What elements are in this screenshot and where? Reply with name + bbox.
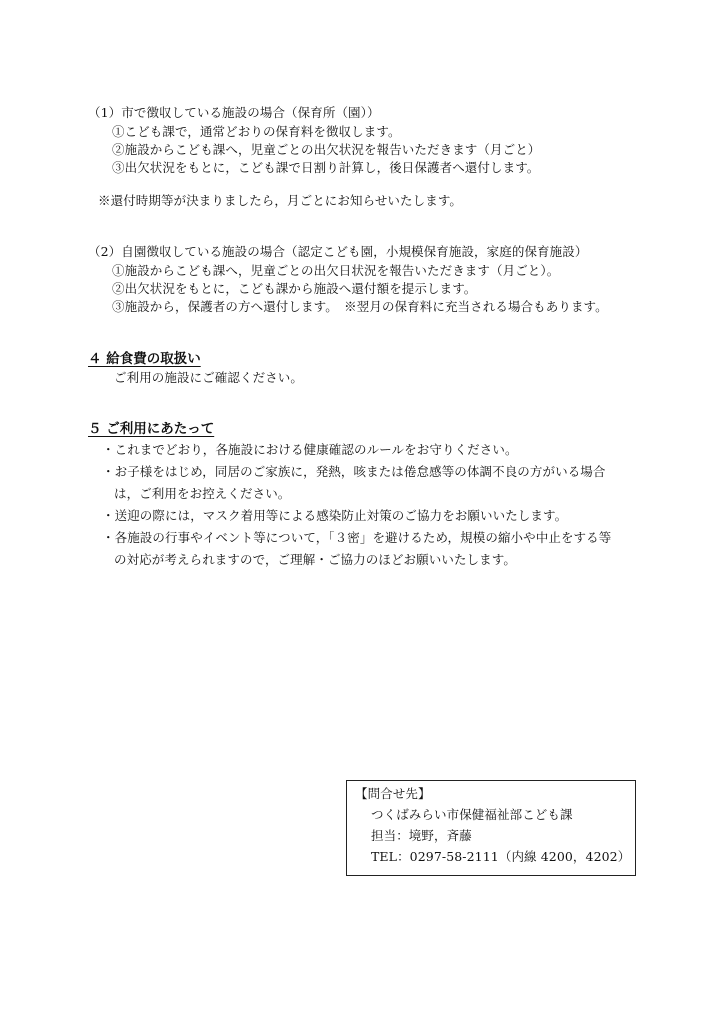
section5-line-1: ・これまでどおり，各施設における健康確認のルールをお守りください。 xyxy=(102,442,518,457)
contact-box xyxy=(346,780,636,876)
section5-line-2: ・お子様をはじめ，同居のご家族に，発熱，咳または倦怠感等の体調不良の方がいる場合 xyxy=(102,464,606,479)
contact-phone: TEL：0297-58-2111（内線 4200，4202） xyxy=(371,849,631,864)
contact-department: つくばみらい市保健福祉部こども課 xyxy=(371,807,573,822)
section2-heading: （2）自園徴収している施設の場合（認定こども園，小規模保育施設，家庭的保育施設） xyxy=(88,244,588,259)
contact-staff: 担当：境野，斉藤 xyxy=(371,828,472,843)
section2-item-2: ②出欠状況をもとに，こども課から施設へ還付額を提示します。 xyxy=(112,281,477,296)
section1-heading: （1）市で徴収している施設の場合（保育所（園）） xyxy=(88,105,380,120)
section1-item-3: ③出欠状況をもとに，こども課で日割り計算し，後日保護者へ還付します。 xyxy=(112,160,540,175)
contact-title: 【問合せ先】 xyxy=(355,786,431,801)
section1-note: ※還付時期等が決まりましたら，月ごとにお知らせいたします。 xyxy=(98,193,463,208)
section5-line-5: ・各施設の行事やイベント等について，「３密」を避けるため，規模の縮小や中止をする等 xyxy=(102,530,612,545)
section4-body: ご利用の施設にご確認ください。 xyxy=(114,370,304,385)
section5-line-4: ・送迎の際には，マスク着用等による感染防止対策のご協力をお願いいたします。 xyxy=(102,508,568,523)
section5-line-6: の対応が考えられますので，ご理解・ご協力のほどお願いいたします。 xyxy=(114,552,516,567)
section5-line-3: は，ご利用をお控えください。 xyxy=(114,486,291,501)
section2-item-3: ③施設から，保護者の方へ還付します。 ※翌月の保育料に充当される場合もあります。 xyxy=(112,299,608,314)
section1-item-2: ②施設からこども課へ，児童ごとの出欠状況を報告いただきます（月ごと） xyxy=(112,142,541,157)
section2-item-1: ①施設からこども課へ，児童ごとの出欠日状況を報告いただきます（月ごと）。 xyxy=(112,263,560,278)
section1-item-1: ①こども課で，通常どおりの保育料を徴収します。 xyxy=(112,124,401,139)
section5-title: ５ ご利用にあたって xyxy=(88,421,215,437)
section4-title: ４ 給食費の取扱い xyxy=(88,351,201,367)
